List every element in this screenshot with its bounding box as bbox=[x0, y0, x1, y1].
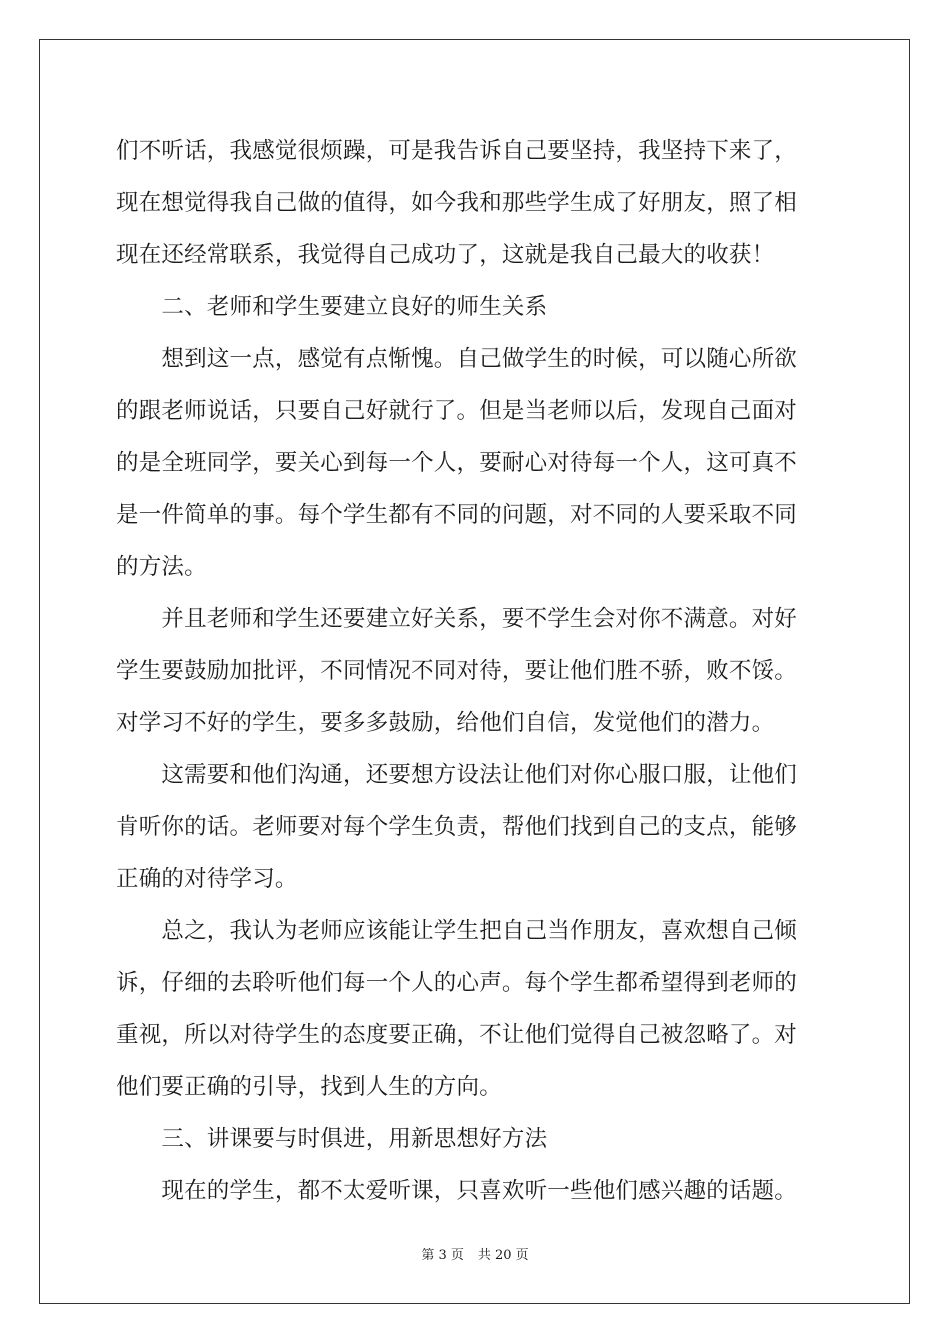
section-heading: 二、老师和学生要建立良好的师生关系 bbox=[116, 294, 548, 320]
text-line: 正确的对待学习。 bbox=[116, 866, 298, 892]
text-line: 总之，我认为老师应该能让学生把自己当作朋友，喜欢想自己倾 bbox=[116, 918, 798, 944]
text-line: 肯听你的话。老师要对每个学生负责，帮他们找到自己的支点，能够 bbox=[116, 814, 798, 840]
text-line: 重视，所以对待学生的态度要正确，不让他们觉得自己被忽略了。对 bbox=[116, 1022, 798, 1048]
page-footer bbox=[0, 1246, 950, 1266]
text-line: 想到这一点，感觉有点惭愧。自己做学生的时候，可以随心所欲 bbox=[116, 346, 798, 372]
text-line: 的是全班同学，要关心到每一个人，要耐心对待每一个人，这可真不 bbox=[116, 450, 798, 476]
text-line: 对学习不好的学生，要多多鼓励，给他们自信，发觉他们的潜力。 bbox=[116, 710, 775, 736]
text-line: 的跟老师说话，只要自己好就行了。但是当老师以后，发现自己面对 bbox=[116, 398, 798, 424]
section-heading: 三、讲课要与时俱进，用新思想好方法 bbox=[116, 1126, 548, 1152]
text-line: 学生要鼓励加批评，不同情况不同对待，要让他们胜不骄，败不馁。 bbox=[116, 658, 798, 684]
document-body bbox=[116, 125, 834, 1217]
text-line: 这需要和他们沟通，还要想方设法让他们对你心服口服，让他们 bbox=[116, 762, 798, 788]
text-line: 现在的学生，都不太爱听课，只喜欢听一些他们感兴趣的话题。 bbox=[116, 1178, 798, 1204]
page-total: 共 20 页 bbox=[477, 1248, 529, 1263]
page-number: 第 3 页 bbox=[421, 1248, 464, 1263]
text-line: 并且老师和学生还要建立好关系，要不学生会对你不满意。对好 bbox=[116, 606, 798, 632]
text-line: 现在想觉得我自己做的值得，如今我和那些学生成了好朋友，照了相 bbox=[116, 190, 798, 216]
text-line: 现在还经常联系，我觉得自己成功了，这就是我自己最大的收获！ bbox=[116, 242, 775, 268]
text-line: 们不听话，我感觉很烦躁，可是我告诉自己要坚持，我坚持下来了， bbox=[116, 138, 798, 164]
text-line: 的方法。 bbox=[116, 554, 207, 580]
text-line: 他们要正确的引导，找到人生的方向。 bbox=[116, 1074, 502, 1100]
text-line: 是一件简单的事。每个学生都有不同的问题，对不同的人要采取不同 bbox=[116, 502, 798, 528]
text-line: 诉，仔细的去聆听他们每一个人的心声。每个学生都希望得到老师的 bbox=[116, 970, 798, 996]
